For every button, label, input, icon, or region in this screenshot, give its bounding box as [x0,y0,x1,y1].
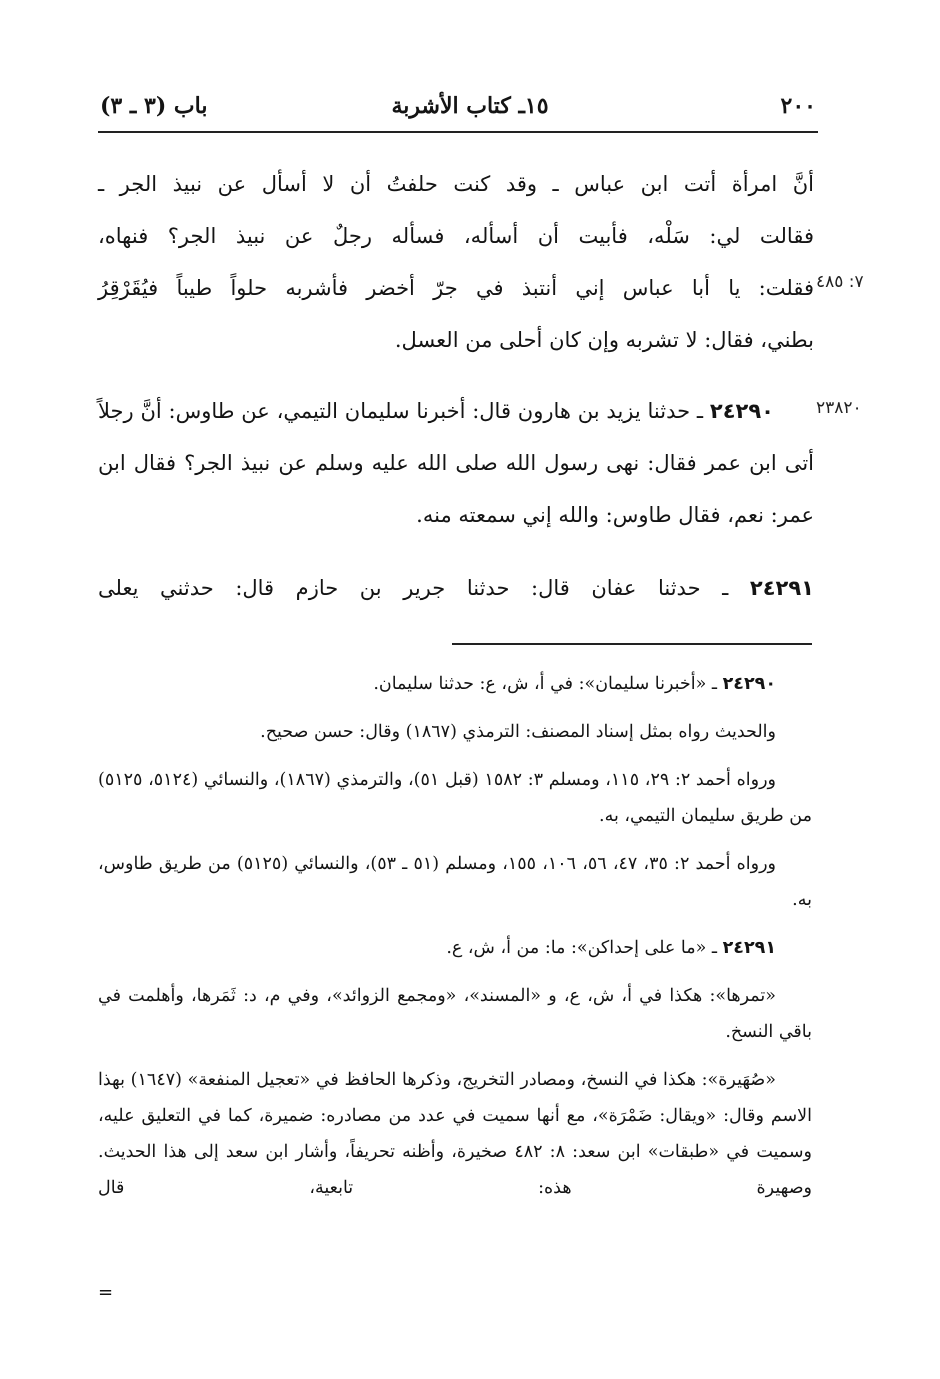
hadith-number: ٢٤٢٩٠ [709,399,774,423]
chapter-label: باب (٣ ـ ٣) [100,93,208,119]
hadith-paragraph [98,385,814,541]
text-line: فقالت لي: سَلْه، فأبيت أن أسأله، فسأله رجلٌ عن نبيذ الجر؟ فنهاه، [98,224,814,248]
footnote: ورواه أحمد ٢: ٢٩، ١١٥، ومسلم ٣: ١٥٨٢ (قبل ٥١)، والترمذي (١٨٦٧)، والنسائي (٥١٢٤، ٥١٢٥) من طريق سليمان التيمي، به. [98,770,812,826]
footnote-number: ٢٤٢٩١ [722,938,776,958]
footnotes [98,666,812,1218]
text-line: فقلت: يا أبا عباس إني أنتبذ في جرّ أخضر فأشربه حلواً طيباً فيُقَرْقِرُ [98,276,814,300]
footnote [98,930,812,966]
footnote-text: ـ «ما على إحداكن»: ما: من أ، ش، ع. [446,938,718,958]
text-line: بطني، فقال: لا تشربه وإن كان أحلى من العسل. [394,328,814,352]
main-text-para1 [98,158,814,366]
continuation-mark: = [98,1282,114,1303]
hadith-number: ٢٤٢٩١ [749,576,814,600]
footnote [98,666,812,702]
page-number: ٢٠٠ [780,93,816,119]
margin-reference: ٢٣٨٢٠ [816,398,862,418]
hadith-text: ـ حدثنا عفان قال: حدثنا جرير بن حازم قال: حدثني يعلى [98,576,729,600]
hadith-24291 [98,562,814,614]
text-line: أنَّ امرأة أتت ابن عباس ـ وقد كنت حلفتُ أن لا أسأل عن نبيذ الجر ـ [98,172,814,196]
hadith-paragraph [98,562,814,614]
footnote-number: ٢٤٢٩٠ [722,674,776,694]
footnote-divider [452,643,812,645]
hadith-text: ـ حدثنا يزيد بن هارون قال: أخبرنا سليمان التيمي، عن طاوس: أنَّ رجلاً أتى ابن عمر فقال: نهى رسول الله صلى الله عليه وسلم عن نبيذ الجر؟ فقال ابن عمر: نعم، فقال طاوس: والله إني سمعته منه. [98,399,814,527]
header-divider [98,131,818,133]
footnote: «تمرها»: هكذا في أ، ش، ع، و «المسند»، «ومجمع الزوائد»، وفي م، د: ثَمَرها، وأهلمت في باقي النسخ. [98,986,812,1042]
footnote: «صُهَيرة»: هكذا في النسخ، ومصادر التخريج، وذكرها الحافظ في «تعجيل المنفعة» (١٦٤٧) بهذا الاسم وقال: «ويقال: ضَمْرَة»، مع أنها سميت في عدد من مصادره: ضميرة، كما في التعليق عليه، وسميت في «طبقات» ابن سعد: ٨: ٤٨٢ صخيرة، وأظنه تحريفاً، وأشار ابن سعد إلى هذا الحديث. وصهيرة هذه: تابعية، قال [98,1070,813,1198]
footnote-text: ـ «أخبرنا سليمان»: في أ، ش، ع: حدثنا سليمان. [373,674,718,694]
margin-reference: ٧: ٤٨٥ [816,272,864,292]
footnote: ورواه أحمد ٢: ٣٥، ٤٧، ٥٦، ١٠٦، ١٥٥، ومسلم (٥١ ـ ٥٣)، والنسائي (٥١٢٥) من طريق طاوس، به. [98,854,812,910]
book-title: ١٥ـ كتاب الأشربة [391,93,549,119]
footnote: والحديث رواه بمثل إسناد المصنف: الترمذي (١٨٦٧) وقال: حسن صحيح. [260,722,776,742]
hadith-24290 [98,385,814,541]
